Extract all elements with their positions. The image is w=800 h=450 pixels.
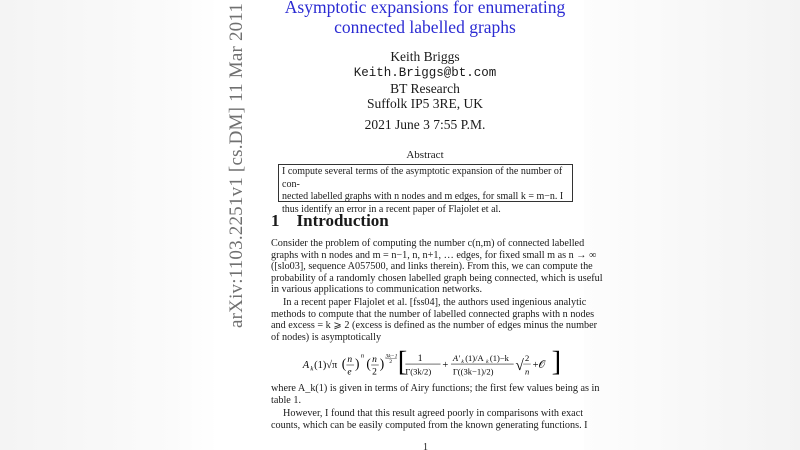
date: 2021 June 3 7:55 P.M. (364, 117, 486, 132)
text-line: where A_k(1) is given in terms of Airy functions; the first few values being as in (271, 383, 600, 394)
svg-text:n: n (525, 366, 530, 377)
address: Suffolk IP5 3RE, UK (366, 96, 483, 111)
text-line: However, I found that this result agreed poorly in comparisons with exact (283, 408, 584, 419)
svg-text:+: + (442, 359, 449, 371)
author-email: Keith.Briggs@bt.com (353, 66, 497, 80)
svg-text:e: e (347, 367, 352, 378)
text-line: table 1. (271, 394, 301, 406)
paragraph-3 (271, 383, 601, 406)
svg-text:A′: A′ (452, 353, 460, 364)
svg-text:3k−1: 3k−1 (385, 353, 398, 360)
abstract-heading: Abstract (406, 149, 444, 161)
asymptotic-formula (296, 346, 566, 384)
svg-text:Γ(3k/2): Γ(3k/2) (405, 366, 432, 377)
text-line: and excess = k ⩾ 2 (excess is defined as the number of edges minus the number (271, 320, 598, 332)
abstract-line: nected labelled graphs with n nodes and m edges, for small k = m−n. I (282, 191, 564, 202)
svg-text:Γ((3k−1)/2): Γ((3k−1)/2) (452, 366, 494, 377)
svg-text:k: k (461, 359, 464, 366)
svg-text:2: 2 (372, 367, 377, 378)
paragraph-4 (271, 408, 613, 431)
text-line: of nodes) is asymptotically (271, 331, 382, 343)
page-number: 1 (423, 442, 428, 450)
paragraph-1 (271, 238, 601, 296)
svg-text:]: ] (551, 346, 562, 378)
svg-text:2: 2 (389, 359, 393, 366)
svg-text:): ) (355, 355, 360, 371)
paper-title-line2: connected labelled graphs (334, 17, 516, 37)
text-line: counts, which can be easily computed from the known generating functions. I (271, 419, 588, 431)
text-line: graphs with n nodes and m = n−1, n, n+1, … edges, for fixed small m as n → ∞ (271, 249, 597, 261)
svg-text:+𝒪: +𝒪 (532, 359, 546, 371)
text-line: methods to compute that the number of labelled connected graphs with n nodes (271, 308, 595, 320)
paragraph-2 (271, 297, 613, 343)
svg-text:k: k (486, 359, 489, 366)
arxiv-watermark: arXiv:1103.2251v1 [cs.DM] 11 Mar 2011 (226, 2, 247, 328)
svg-text:(1)√π: (1)√π (314, 359, 338, 371)
right-margin (584, 0, 800, 450)
abstract-line: I compute several terms of the asymptotic expansion of the number of con- (282, 166, 563, 190)
svg-text:n: n (360, 352, 365, 360)
text-line: In a recent paper Flajolet et al. [fss04], the authors used ingenious analytic (283, 297, 587, 308)
section-number: 1 (271, 211, 280, 230)
paper-title-line1: Asymptotic expansions for enumerating (284, 0, 566, 17)
svg-text:√: √ (515, 356, 524, 374)
svg-text:[: [ (397, 346, 408, 378)
svg-text:k: k (310, 365, 314, 373)
svg-text:n: n (347, 355, 353, 366)
author-name: Keith Briggs (390, 49, 460, 64)
svg-text:(1)−k: (1)−k (489, 353, 509, 364)
text-line: probability of a randomly chosen labelled graph being connected, which is useful (271, 272, 603, 284)
text-line: ([slo03], sequence A057500, and links therein). From this, we can compute the (271, 261, 593, 273)
abstract-line: thus identify an error in a recent paper of Flajolet et al. (282, 203, 501, 215)
section-heading (271, 211, 389, 231)
svg-text:(1)/A: (1)/A (465, 353, 484, 364)
text-line: in various applications to communication networks. (271, 284, 483, 296)
section-title: Introduction (296, 211, 389, 230)
svg-text:): ) (379, 355, 385, 371)
svg-text:(: ( (366, 355, 371, 371)
svg-text:(: ( (341, 355, 347, 371)
svg-text:1: 1 (417, 354, 423, 365)
affiliation: BT Research (390, 81, 460, 96)
abstract-box (278, 164, 573, 215)
left-margin (0, 0, 218, 450)
text-line: Consider the problem of computing the number c(n,m) of connected labelled (271, 238, 585, 249)
svg-text:n: n (372, 355, 377, 366)
svg-text:2: 2 (525, 353, 530, 364)
svg-text:A: A (302, 359, 310, 371)
